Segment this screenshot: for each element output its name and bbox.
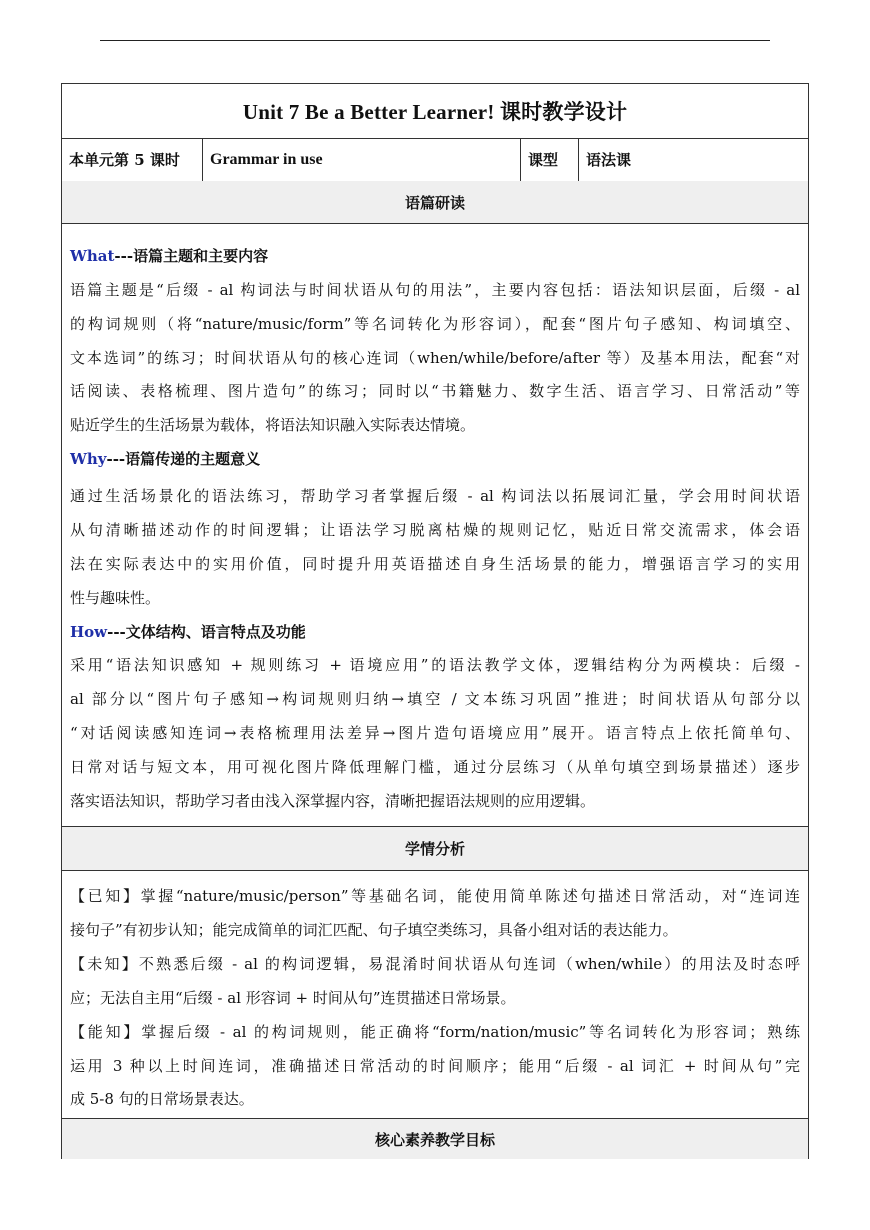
analysis-line: 应；无法自主用“后缀 - al 形容词 + 时间从句”连贯描述日常场景。 <box>70 989 516 1007</box>
how-line: 落实语法知识，帮助学习者由浅入深掌握内容，清晰把握语法规则的应用逻辑。 <box>70 792 596 810</box>
how-line: 采用“语法知识感知 + 规则练习 + 语境应用”的语法教学文体，逻辑结构分为两模块：后缀 - <box>70 656 800 674</box>
what-keyword: What <box>70 247 115 265</box>
topic-cell: Grammar in use <box>203 138 521 181</box>
why-line: 通过生活场景化的语法练习，帮助学习者掌握后缀 - al 构词法以拓展词汇量，学会用时间状语 <box>70 487 800 505</box>
why-keyword: Why <box>70 450 107 468</box>
what-line: 话阅读、表格梳理、图片造句”的练习；同时以“书籍魅力、数字生活、语言学习、日常活动”等 <box>70 382 800 400</box>
how-title: ---文体结构、语言特点及功能 <box>107 623 306 641</box>
how-keyword: How <box>70 623 108 641</box>
what-line: 的构词规则（将“nature/music/form”等名词转化为形容词），配套“图片句子感知、构词填空、 <box>70 315 800 333</box>
analysis-line: 【能知】掌握后缀 - al 的构词规则，能正确将“form/nation/music”等名词转化为形容词；熟练 <box>70 1023 800 1041</box>
text-study-body <box>70 223 800 826</box>
lesson-plan-table <box>61 83 809 1159</box>
lesson-number-cell: 本单元第 5 课时 <box>62 138 203 181</box>
how-line: al 部分以“图片句子感知→构词规则归纳→填空 / 文本练习巩固”推进；时间状语从句部分以 <box>70 690 800 708</box>
info-row <box>62 138 808 182</box>
analysis-line: 运用 3 种以上时间连词，准确描述日常活动的时间顺序；能用“后缀 - al 词汇 + 时间从句”完 <box>70 1057 800 1075</box>
what-line: 文本选词”的练习；时间状语从句的核心连词（when/while/before/after 等）及基本用法，配套“对 <box>70 349 800 367</box>
analysis-line: 【未知】不熟悉后缀 - al 的构词逻辑，易混淆时间状语从句连词（when/while）的用法及时态呼 <box>70 955 800 973</box>
section-header-text-study: 语篇研读 <box>62 181 808 224</box>
document-title: Unit 7 Be a Better Learner! 课时教学设计 <box>62 84 808 139</box>
type-value-cell: 语法课 <box>586 151 632 169</box>
why-subheading <box>70 449 260 469</box>
analysis-line: 成 5-8 句的日常场景表达。 <box>70 1090 254 1108</box>
section-header-core-goals: 核心素养教学目标 <box>62 1118 808 1159</box>
analysis-line: 接句子”有初步认知；能完成简单的词汇匹配、句子填空类练习，具备小组对话的表达能力。 <box>70 921 678 939</box>
learner-analysis-body <box>70 869 800 1118</box>
why-line: 从句清晰描述动作的时间逻辑；让语法学习脱离枯燥的规则记忆，贴近日常交流需求，体会语 <box>70 521 800 539</box>
what-subheading <box>70 246 268 266</box>
why-line: 性与趣味性。 <box>70 589 161 607</box>
why-title: ---语篇传递的主题意义 <box>106 450 261 468</box>
section-header-learner-analysis: 学情分析 <box>62 826 808 871</box>
what-line: 语篇主题是“后缀 - al 构词法与时间状语从句的用法”，主要内容包括：语法知识层面，后缀 - al <box>70 281 800 299</box>
how-subheading <box>70 622 306 642</box>
how-line: 日常对话与短文本，用可视化图片降低理解门槛，通过分层练习（从单句填空到场景描述）逐步 <box>70 758 800 776</box>
why-line: 法在实际表达中的实用价值，同时提升用英语描述自身生活场景的能力，增强语言学习的实用 <box>70 555 800 573</box>
what-line: 贴近学生的生活场景为载体，将语法知识融入实际表达情境。 <box>70 416 476 434</box>
type-label-cell: 课型 <box>521 138 579 181</box>
analysis-line: 【已知】掌握“nature/music/person”等基础名词，能使用简单陈述句描述日常活动，对“连词连 <box>70 887 800 905</box>
what-title: ---语篇主题和主要内容 <box>114 247 269 265</box>
how-line: “对话阅读感知连词→表格梳理用法差异→图片造句语境应用”展开。语言特点上依托简单句、 <box>70 724 800 742</box>
header-rule <box>100 40 770 41</box>
